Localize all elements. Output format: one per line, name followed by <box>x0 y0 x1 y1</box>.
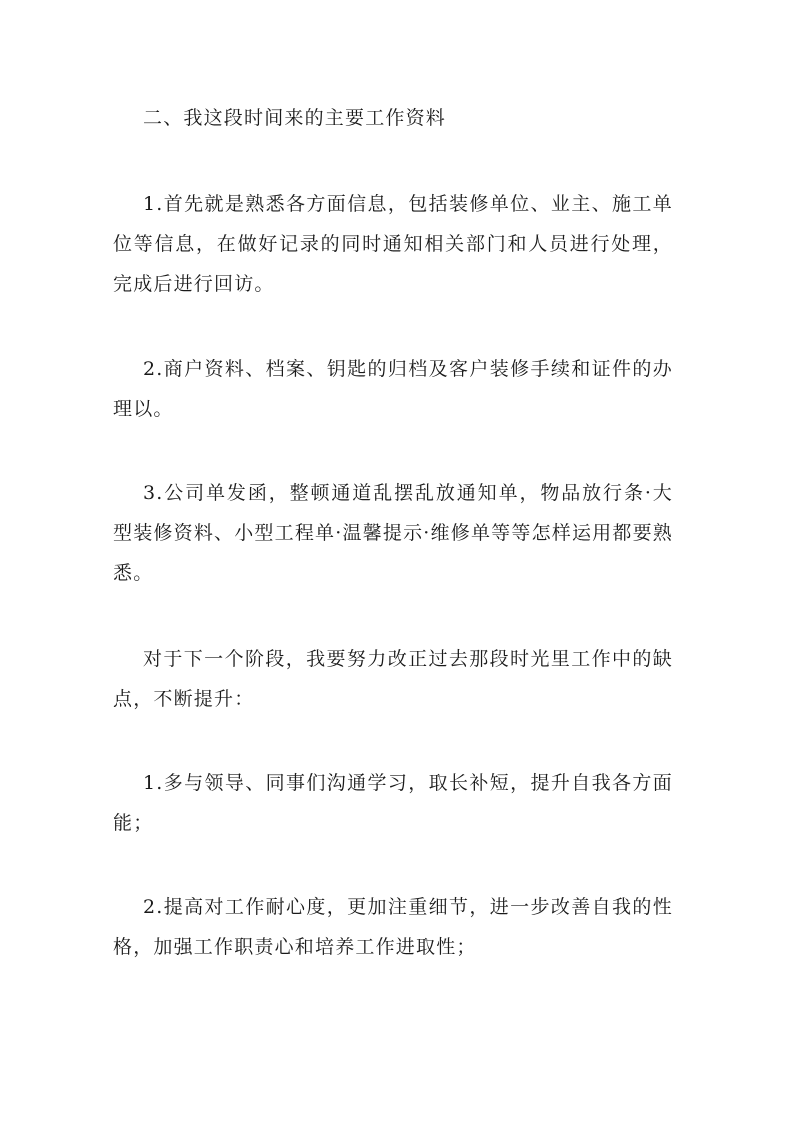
paragraph-item-1: 1.首先就是熟悉各方面信息，包括装修单位、业主、施工单位等信息，在做好记录的同时通知相关部门和人员进行处理，完成后进行回访。 <box>113 193 673 295</box>
paragraph-plan-2: 2.提高对工作耐心度，更加注重细节，进一步改善自我的性格，加强工作职责心和培养工作进取性； <box>113 896 673 958</box>
paragraph-plan-1: 1.多与领导、同事们沟通学习，取长补短，提升自我各方面能； <box>113 772 673 834</box>
paragraph-item-2: 2.商户资料、档案、钥匙的归档及客户装修手续和证件的办理以。 <box>113 358 673 420</box>
paragraph-item-3: 3.公司单发函，整顿通道乱摆乱放通知单，物品放行条·大型装修资料、小型工程单·温馨提示·维修单等等怎样运用都要熟悉。 <box>113 482 673 584</box>
paragraph-next-stage: 对于下一个阶段，我要努力改正过去那段时光里工作中的缺点，不断提升： <box>113 648 673 710</box>
section-heading: 二、我这段时间来的主要工作资料 <box>143 107 447 129</box>
